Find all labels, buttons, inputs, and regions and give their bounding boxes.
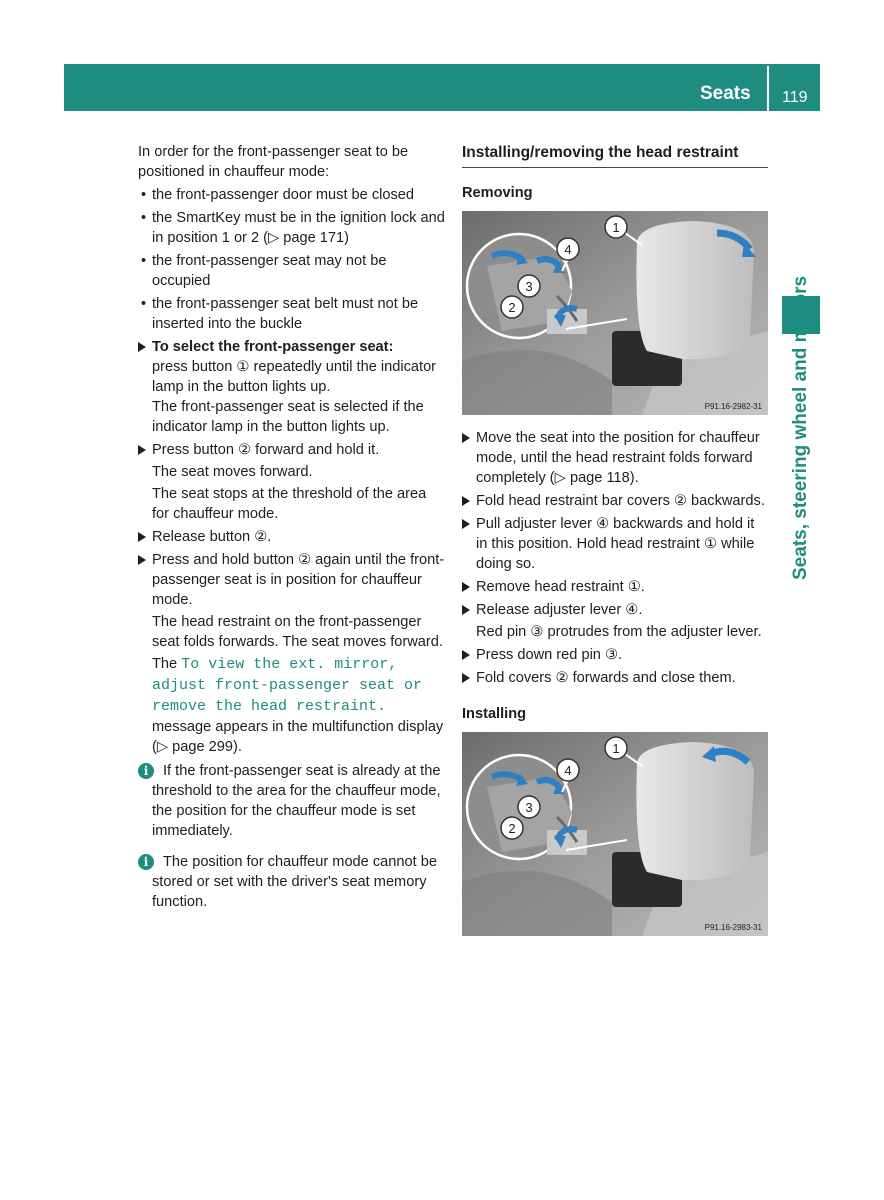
step-arrow-icon	[138, 555, 146, 565]
step-result: Red pin ③ protrudes from the adjuster lever.	[476, 624, 762, 640]
condition-item: • the SmartKey must be in the ignition lock and in position 1 or 2 (▷ page 171)	[138, 208, 446, 248]
svg-text:3: 3	[525, 279, 533, 294]
step-arrow-icon	[138, 445, 146, 455]
step-text: Remove head restraint ①.	[476, 579, 645, 595]
step-arrow-icon	[462, 650, 470, 660]
head-restraint	[636, 742, 754, 880]
step-arrow-icon	[138, 532, 146, 542]
svg-text:2: 2	[508, 821, 516, 836]
step-text: Pull adjuster lever ④ backwards and hold it in this position. Hold head restraint ① while doing so.	[476, 516, 755, 572]
removing-heading: Removing	[462, 185, 533, 201]
step-heading: To select the front-passenger seat:	[152, 339, 394, 355]
step-text: Move the seat into the position for chauffeur mode, until the head restraint folds forward completely (▷ page 118).	[476, 430, 760, 486]
step-text: Fold head restraint bar covers ② backwards.	[476, 493, 765, 509]
display-message-text: The To view the ext. mirror, adjust front-passenger seat or remove the head restraint. message appears in the multifunction display (▷ page 299).	[152, 656, 444, 755]
instruction-step	[462, 645, 768, 665]
step-arrow-icon	[462, 582, 470, 592]
info-icon: i	[138, 854, 154, 870]
side-chapter-title: Seats, steering wheel and mirrors	[790, 275, 811, 580]
step-text: Press down red pin ③.	[476, 647, 623, 663]
intro-text: In order for the front-passenger seat to be positioned in chauffeur mode:	[138, 144, 409, 180]
instruction-step	[462, 514, 768, 574]
instruction-step	[462, 428, 768, 488]
instruction-step	[138, 527, 446, 547]
svg-text:4: 4	[564, 763, 572, 778]
figure-code: P91.16-2982-31	[704, 402, 762, 411]
callout-3	[518, 796, 540, 818]
step-result: The seat moves forward.	[152, 464, 313, 480]
step-result: The front-passenger seat is selected if the indicator lamp in the button lights up.	[152, 399, 424, 435]
instruction-step	[138, 550, 446, 757]
step-arrow-icon	[462, 673, 470, 683]
callout-2	[501, 817, 523, 839]
step-text: Press and hold button ② again until the front-passenger seat is in position for chauffeur mode.	[152, 552, 445, 608]
head-restraint	[636, 221, 754, 359]
info-note	[138, 761, 446, 841]
callout-3	[518, 275, 540, 297]
step-text: Press button ② forward and hold it.	[152, 442, 380, 458]
svg-text:3: 3	[525, 800, 533, 815]
step-text: Release button ②.	[152, 529, 272, 545]
instruction-step	[138, 440, 446, 524]
step-arrow-icon	[462, 433, 470, 443]
section-heading: Installing/removing the head restraint	[462, 143, 768, 168]
display-message: To view the ext. mirror, adjust front-passenger seat or remove the head restraint.	[152, 656, 423, 715]
header-divider	[767, 66, 769, 111]
step-arrow-icon	[462, 496, 470, 506]
page-number: 119	[782, 89, 808, 106]
instruction-step	[462, 668, 768, 688]
instruction-step	[462, 491, 768, 511]
callout-2	[501, 296, 523, 318]
head-restraint-installing-illustration	[462, 732, 768, 936]
instruction-step	[138, 337, 446, 437]
info-icon: i	[138, 763, 154, 779]
info-note	[138, 852, 446, 912]
step-arrow-icon	[462, 605, 470, 615]
instruction-step	[462, 600, 768, 642]
right-column	[462, 142, 768, 949]
svg-text:4: 4	[564, 242, 572, 257]
step-arrow-icon	[138, 342, 146, 352]
step-text: Fold covers ② forwards and close them.	[476, 670, 736, 686]
svg-text:2: 2	[508, 300, 516, 315]
condition-item: • the front-passenger door must be closed	[138, 185, 446, 205]
svg-text:1: 1	[612, 220, 620, 235]
left-column	[138, 142, 446, 912]
note-text: If the front-passenger seat is already at the threshold to the area for the chauffeur mode, the position for the chauffeur mode is set immediately.	[152, 763, 441, 839]
svg-text:1: 1	[612, 741, 620, 756]
condition-item: • the front-passenger seat belt must not be inserted into the buckle	[138, 294, 446, 334]
condition-item: • the front-passenger seat may not be occupied	[138, 251, 446, 291]
step-result: The head restraint on the front-passenger seat folds forwards. The seat moves forward.	[152, 614, 443, 650]
step-text: Release adjuster lever ④.	[476, 602, 643, 618]
instruction-step	[462, 577, 768, 597]
installing-heading: Installing	[462, 706, 527, 722]
figure-code: P91.16-2983-31	[704, 923, 762, 932]
step-text: press button ① repeatedly until the indicator lamp in the button lights up.	[152, 359, 437, 395]
note-text: The position for chauffeur mode cannot be stored or set with the driver's seat memory function.	[152, 854, 437, 910]
head-restraint-removing-illustration	[462, 211, 768, 415]
step-result: The seat stops at the threshold of the area for chauffeur mode.	[152, 486, 427, 522]
step-arrow-icon	[462, 519, 470, 529]
section-title: Seats	[700, 83, 751, 104]
